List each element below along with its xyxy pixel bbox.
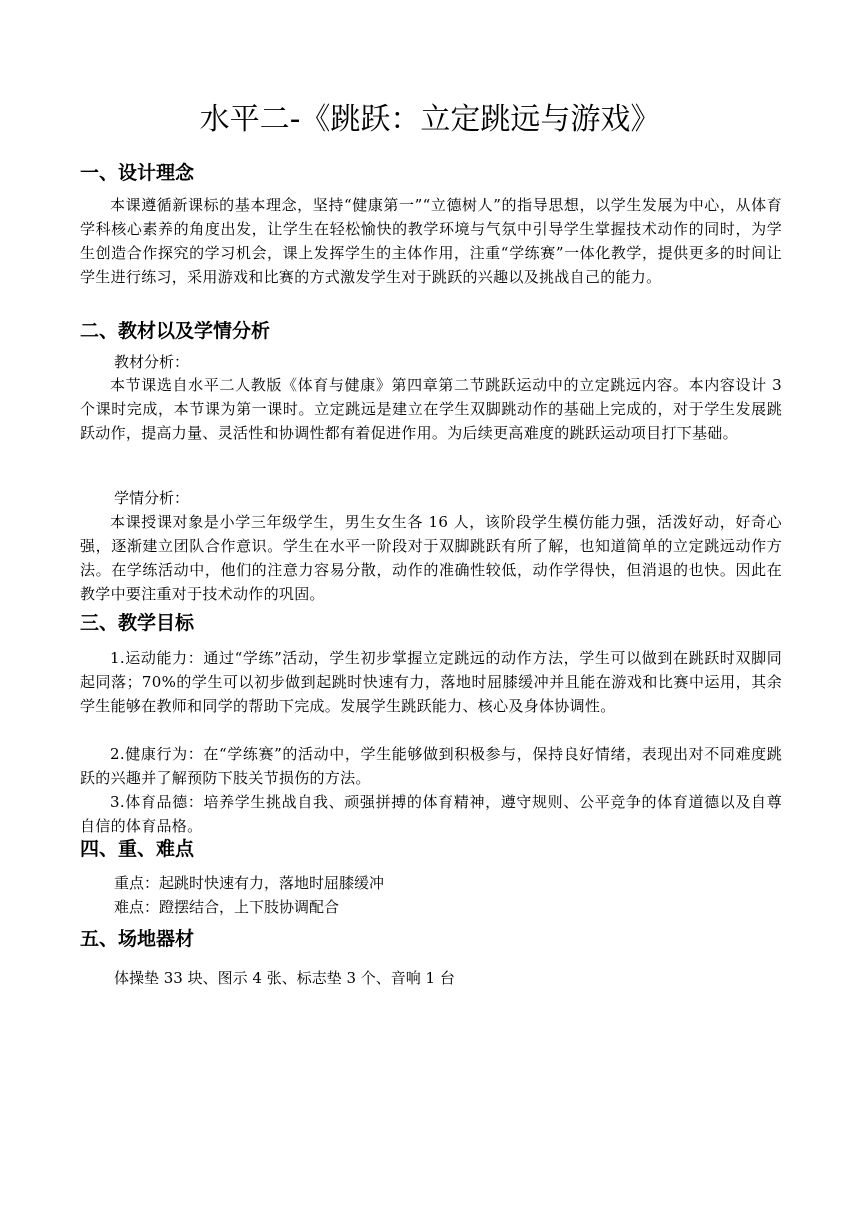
page-title: 水平二-《跳跃：立定跳远与游戏》 (199, 102, 661, 137)
paragraph-student-analysis: 本课授课对象是小学三年级学生，男生女生各 16 人，该阶段学生模仿能力强，活泼好动，好奇心强，逐渐建立团队合作意识。学生在水平一阶段对于双脚跳跃有所了解，也知道简单的立定跳远动作方法。在学练活动中，他们的注意力容易分散，动作的准确性较低，动作学得快，但消退的也快。因此在教学中要注重对于技术动作的巩固。 (80, 513, 782, 603)
paragraph-design-concept: 本课遵循新课标的基本理念，坚持“健康第一”“立德树人”的指导思想，以学生发展为中心，从体育学科核心素养的角度出发，让学生在轻松愉快的教学环境与气氛中引导学生掌握技术动作的同时，为学生创造合作探究的学习机会，课上发挥学生的主体作用，注重“学练赛”一体化教学，提供更多的时间让学生进行练习，采用游戏和比赛的方式激发学生对于跳跃的兴趣以及挑战自己的能力。 (80, 196, 782, 286)
label-textbook-analysis: 教材分析： (114, 353, 190, 371)
paragraph-textbook-analysis: 本节课选自水平二人教版《体育与健康》第四章第二节跳跃运动中的立定跳远内容。本内容设计 3 个课时完成，本节课为第一课时。立定跳远是建立在学生双脚跳动作的基础上完成的，对于学生发展跳跃动作，提高力量、灵活性和协调性都有着促进作用。为后续更高难度的跳跃运动项目打下基础。 (80, 376, 782, 442)
paragraph-goal-health-behavior: 2.健康行为：在“学练赛”的活动中，学生能够做到积极参与，保持良好情绪，表现出对不同难度跳跃的兴趣并了解预防下肢关节损伤的方法。 (80, 745, 782, 787)
paragraph-goal-sports-morality: 3.体育品德：培养学生挑战自我、顽强拼搏的体育精神，遵守规则、公平竞争的体育道德以及自尊自信的体育品格。 (80, 793, 782, 835)
section-heading-key-difficult: 四、重、难点 (80, 838, 195, 860)
section-heading-equipment: 五、场地器材 (80, 928, 195, 950)
label-student-analysis: 学情分析： (114, 489, 190, 507)
text-difficult-point: 难点：蹬摆结合，上下肢协调配合 (114, 898, 340, 916)
section-heading-design-concept: 一、设计理念 (80, 162, 195, 184)
paragraph-goal-motor-ability: 1.运动能力：通过“学练”活动，学生初步掌握立定跳远的动作方法，学生可以做到在跳跃时双脚同起同落；70%的学生可以初步做到起跳时快速有力，落地时屈膝缓冲并且能在游戏和比赛中运用，其余学生能够在教师和同学的帮助下完成。发展学生跳跃能力、核心及身体协调性。 (80, 649, 782, 715)
text-equipment-list: 体操垫 33 块、图示 4 张、标志垫 3 个、音响 1 台 (114, 969, 455, 987)
section-heading-teaching-goals: 三、教学目标 (80, 612, 195, 634)
section-heading-analysis: 二、教材以及学情分析 (80, 320, 271, 342)
text-key-point: 重点：起跳时快速有力，落地时屈膝缓冲 (114, 874, 385, 892)
